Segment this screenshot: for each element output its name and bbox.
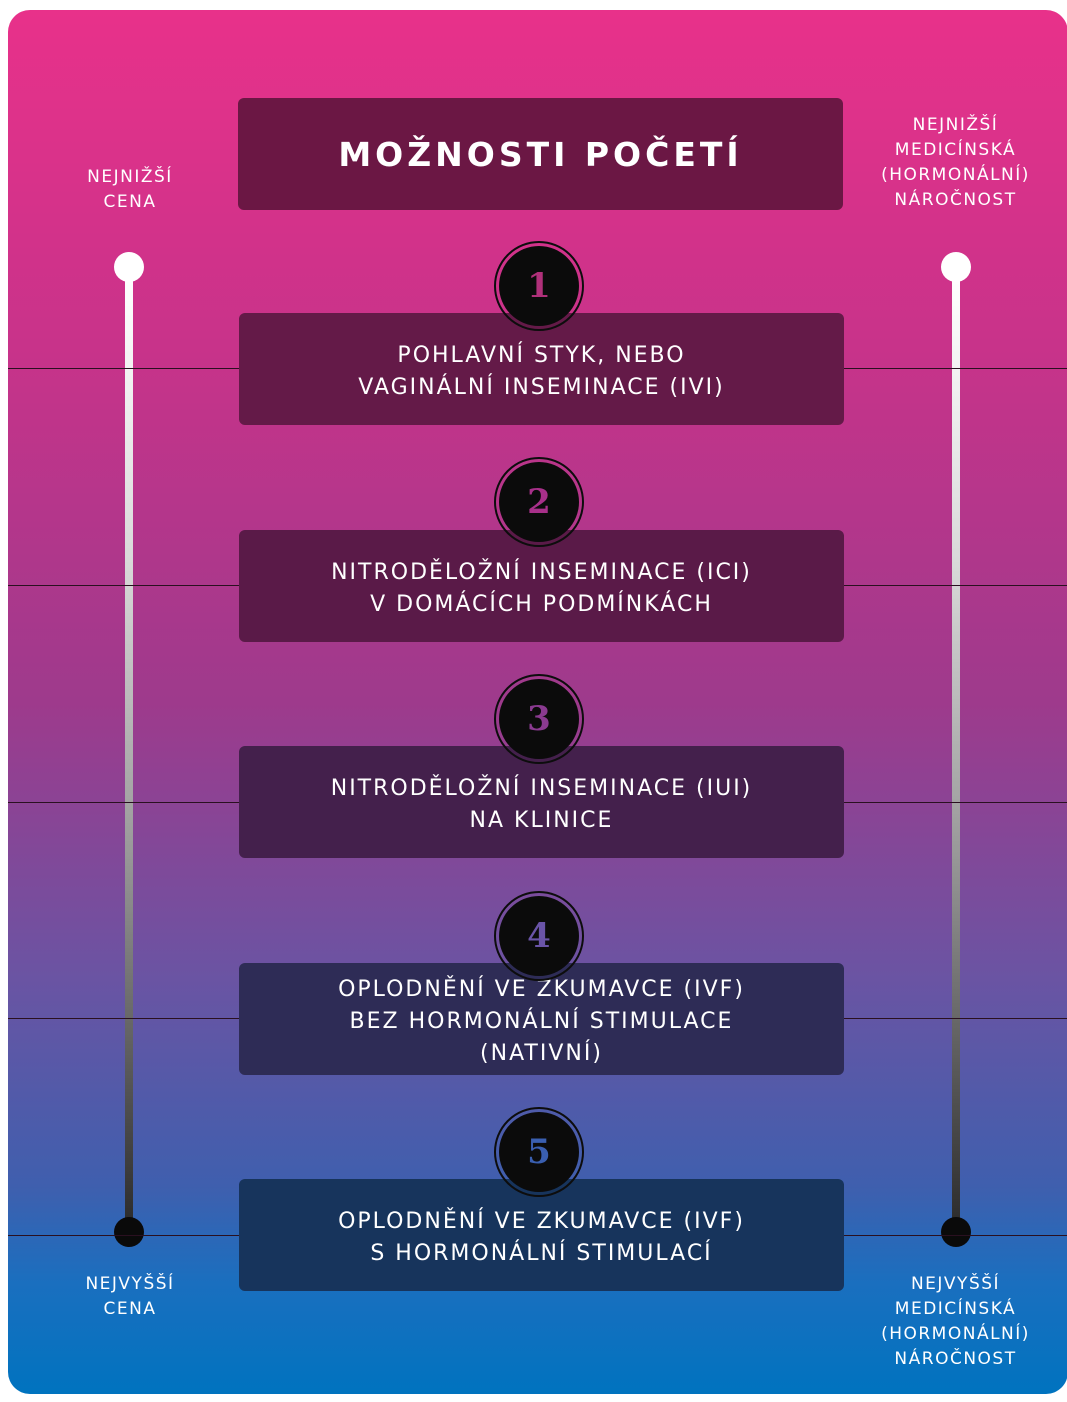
- right-axis-bottom-dot: [941, 1217, 971, 1247]
- left-axis-top-label: NEJNIŽŠÍ CENA: [87, 167, 173, 212]
- connector-line-5-right: [835, 1235, 1067, 1236]
- left-axis-line: [125, 273, 133, 1231]
- connector-line-3-left: [8, 802, 248, 803]
- connector-line-1-right: [835, 368, 1067, 369]
- connector-line-4-left: [8, 1018, 248, 1019]
- connector-line-1-left: [8, 368, 248, 369]
- right-axis-line: [952, 273, 960, 1231]
- left-axis-bottom-label: NEJVYŠŠÍ CENA: [85, 1274, 175, 1319]
- title-box: [238, 98, 843, 210]
- right-axis-bottom-label: NEJVYŠŠÍ MEDICÍNSKÁ (HORMONÁLNÍ) NÁROČNOST: [881, 1274, 1030, 1369]
- connector-line-2-left: [8, 585, 248, 586]
- step-label: OPLODNĚNÍ VE ZKUMAVCE (IVF) S HORMONÁLNÍ STIMULACÍ: [338, 1209, 745, 1266]
- step-number: 3: [499, 679, 579, 759]
- step-number: 4: [499, 896, 579, 976]
- connector-line-5-left: [8, 1235, 248, 1236]
- step-number: 1: [499, 246, 579, 326]
- left-axis-bottom-dot: [114, 1217, 144, 1247]
- step-label: NITRODĚLOŽNÍ INSEMINACE (IUI) NA KLINICE: [330, 776, 753, 833]
- step-number-badge-3: [494, 674, 584, 764]
- right-axis-top-dot: [941, 252, 971, 282]
- infographic-card: [8, 10, 1067, 1394]
- connector-line-3-right: [835, 802, 1067, 803]
- step-number: 2: [499, 462, 579, 542]
- step-label: OPLODNĚNÍ VE ZKUMAVCE (IVF) BEZ HORMONÁLNÍ STIMULACE (NATIVNÍ): [338, 977, 745, 1066]
- connector-line-2-right: [835, 585, 1067, 586]
- step-label: NITRODĚLOŽNÍ INSEMINACE (ICI) V DOMÁCÍCH PODMÍNKÁCH: [331, 560, 752, 617]
- step-number-badge-1: [494, 241, 584, 331]
- connector-line-4-right: [835, 1018, 1067, 1019]
- step-number-badge-4: [494, 891, 584, 981]
- step-number-badge-5: [494, 1107, 584, 1197]
- right-axis-top-label: NEJNIŽŠÍ MEDICÍNSKÁ (HORMONÁLNÍ) NÁROČNOST: [881, 115, 1030, 210]
- step-number-badge-2: [494, 457, 584, 547]
- left-axis-top-dot: [114, 252, 144, 282]
- step-number: 5: [499, 1112, 579, 1192]
- page-title: MOŽNOSTI POČETÍ: [338, 134, 743, 174]
- step-label: POHLAVNÍ STYK, NEBO VAGINÁLNÍ INSEMINACE (IVI): [358, 343, 725, 400]
